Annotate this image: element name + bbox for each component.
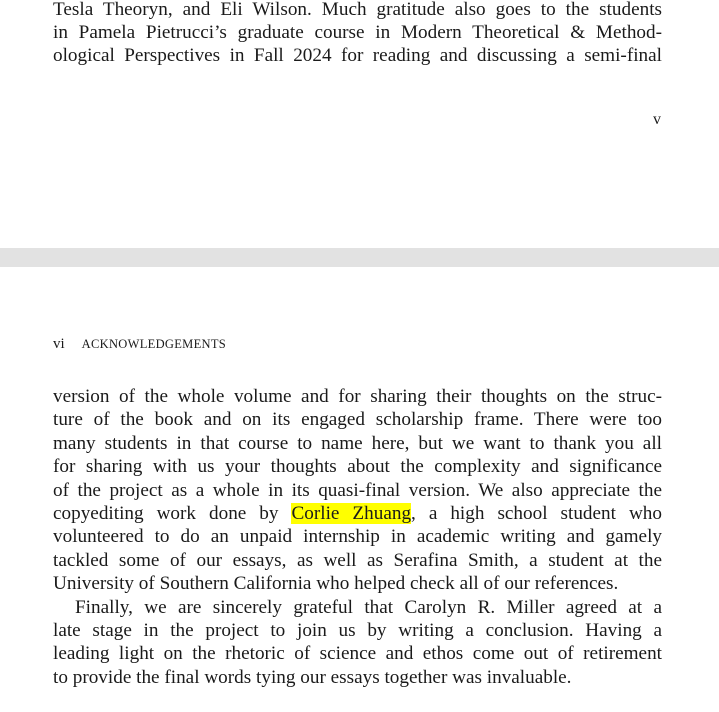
text-line: version of the whole volume and for sharing their thoughts on the struc-: [53, 386, 662, 407]
text-after: , a high school student who: [411, 503, 662, 524]
text-line: ture of the book and on its engaged scholarship frame. There were too: [53, 409, 662, 430]
text-line-highlight: [53, 502, 662, 525]
text-line: Finally, we are sincerely grateful that Carolyn R. Miller agreed at a: [75, 597, 662, 618]
text-line: for sharing with us your thoughts about the complexity and significance: [53, 456, 662, 477]
text-line: Tesla Theoryn, and Eli Wilson. Much gratitude also goes to the students: [53, 0, 662, 20]
page-number: v: [653, 111, 661, 128]
page-v: [0, 0, 719, 248]
page-separator: [0, 248, 719, 267]
text-line: tackled some of our essays, as well as Serafina Smith, a student at the: [53, 550, 662, 571]
text-line: ological Perspectives in Fall 2024 for reading and discussing a semi-final: [53, 45, 662, 66]
running-head-title: ACKNOWLEDGEMENTS: [81, 337, 227, 351]
text-line: in Pamela Pietrucci’s graduate course in Modern Theoretical & Method-: [53, 22, 662, 43]
text-line: leading light on the rhetoric of science and ethos come out of retirement: [53, 643, 662, 664]
text-line: to provide the final words tying our essays together was invaluable.: [53, 667, 572, 688]
page-number: vi: [53, 336, 65, 352]
text-line: many students in that course to name here, but we want to thank you all: [53, 433, 662, 454]
highlighted-name[interactable]: Corlie Zhuang: [291, 503, 412, 524]
running-head: [53, 336, 226, 353]
text-line: of the project as a whole in its quasi-final version. We also appreciate the: [53, 480, 662, 501]
text-line: University of Southern California who helped check all of our references.: [53, 573, 619, 594]
text-line: volunteered to do an unpaid internship in academic writing and gamely: [53, 526, 662, 547]
text-before: copyediting work done by: [53, 503, 292, 524]
text-line: late stage in the project to join us by writing a conclusion. Having a: [53, 620, 662, 641]
